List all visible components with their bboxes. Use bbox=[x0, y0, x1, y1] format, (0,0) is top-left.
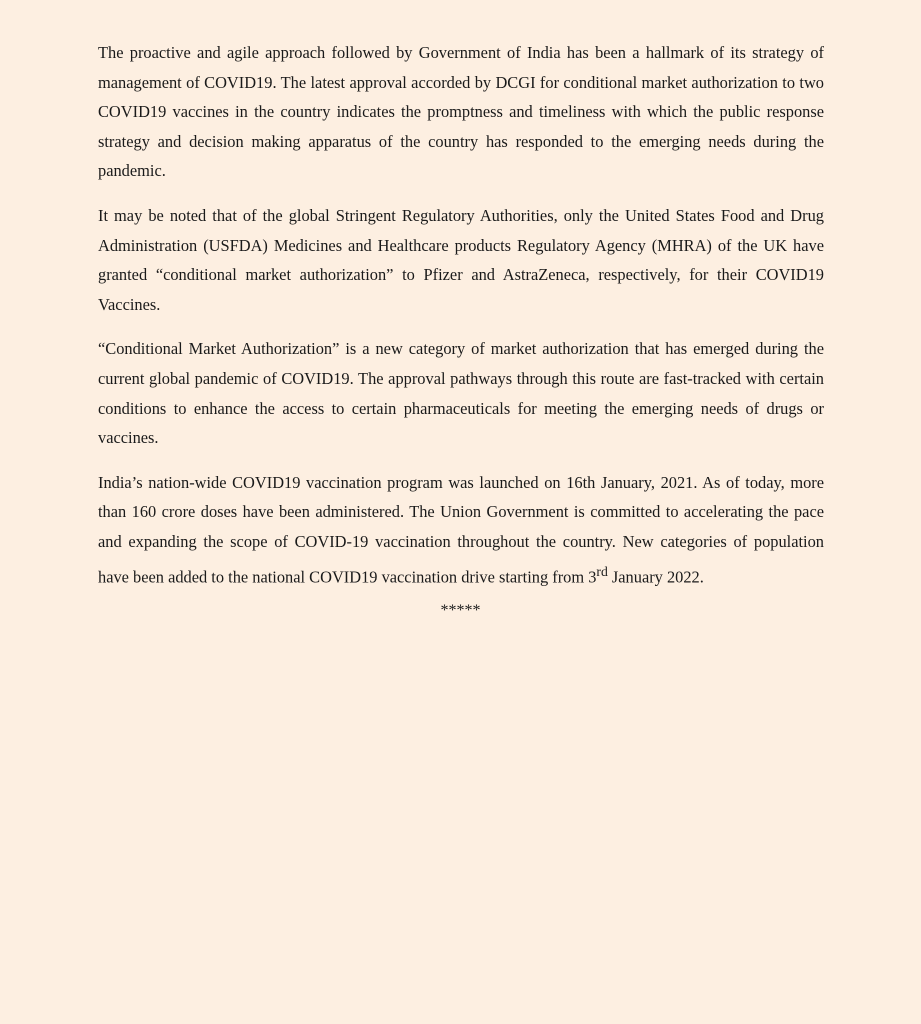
ordinal-superscript: rd bbox=[596, 563, 608, 579]
paragraph-4-end: January 2022. bbox=[607, 566, 704, 586]
paragraph-4 bbox=[98, 468, 824, 592]
paragraph-3: “Conditional Market Authorization” is a new category of market authorization that has emerged during the current global pandemic of COVID19. The approval pathways through this route are fast-tracked with certain conditions to enhance the access to certain pharmaceuticals for meeting the emerging needs of drugs or vaccines. bbox=[98, 339, 824, 448]
end-separator: ***** bbox=[440, 602, 481, 619]
document-body bbox=[98, 38, 824, 607]
paragraph-1: The proactive and agile approach followed by Government of India has been a hallmark of its strategy of management of COVID19. The latest approval accorded by DCGI for conditional market authorization to two COVID19 vaccines in the country indicates the promptness and timeliness with which the public response strategy and decision making apparatus of the country has responded to the emerging needs during the pandemic. bbox=[98, 43, 824, 181]
paragraph-4-text: India’s nation-wide COVID19 vaccination program was launched on 16th January, 2021. As of today, more than 160 crore doses have been administered. The Union Government is committed to accelerating the pace and expanding the scope of COVID-19 vaccination throughout the country. New categories of population have been added to the national COVID19 vaccination drive starting from 3 bbox=[98, 472, 824, 586]
paragraph-2: It may be noted that of the global Stringent Regulatory Authorities, only the United States Food and Drug Administration (USFDA) Medicines and Healthcare products Regulatory Agency (MHRA) of the UK have granted “conditional market authorization” to Pfizer and AstraZeneca, respectively, for their COVID19 Vaccines. bbox=[98, 205, 824, 314]
